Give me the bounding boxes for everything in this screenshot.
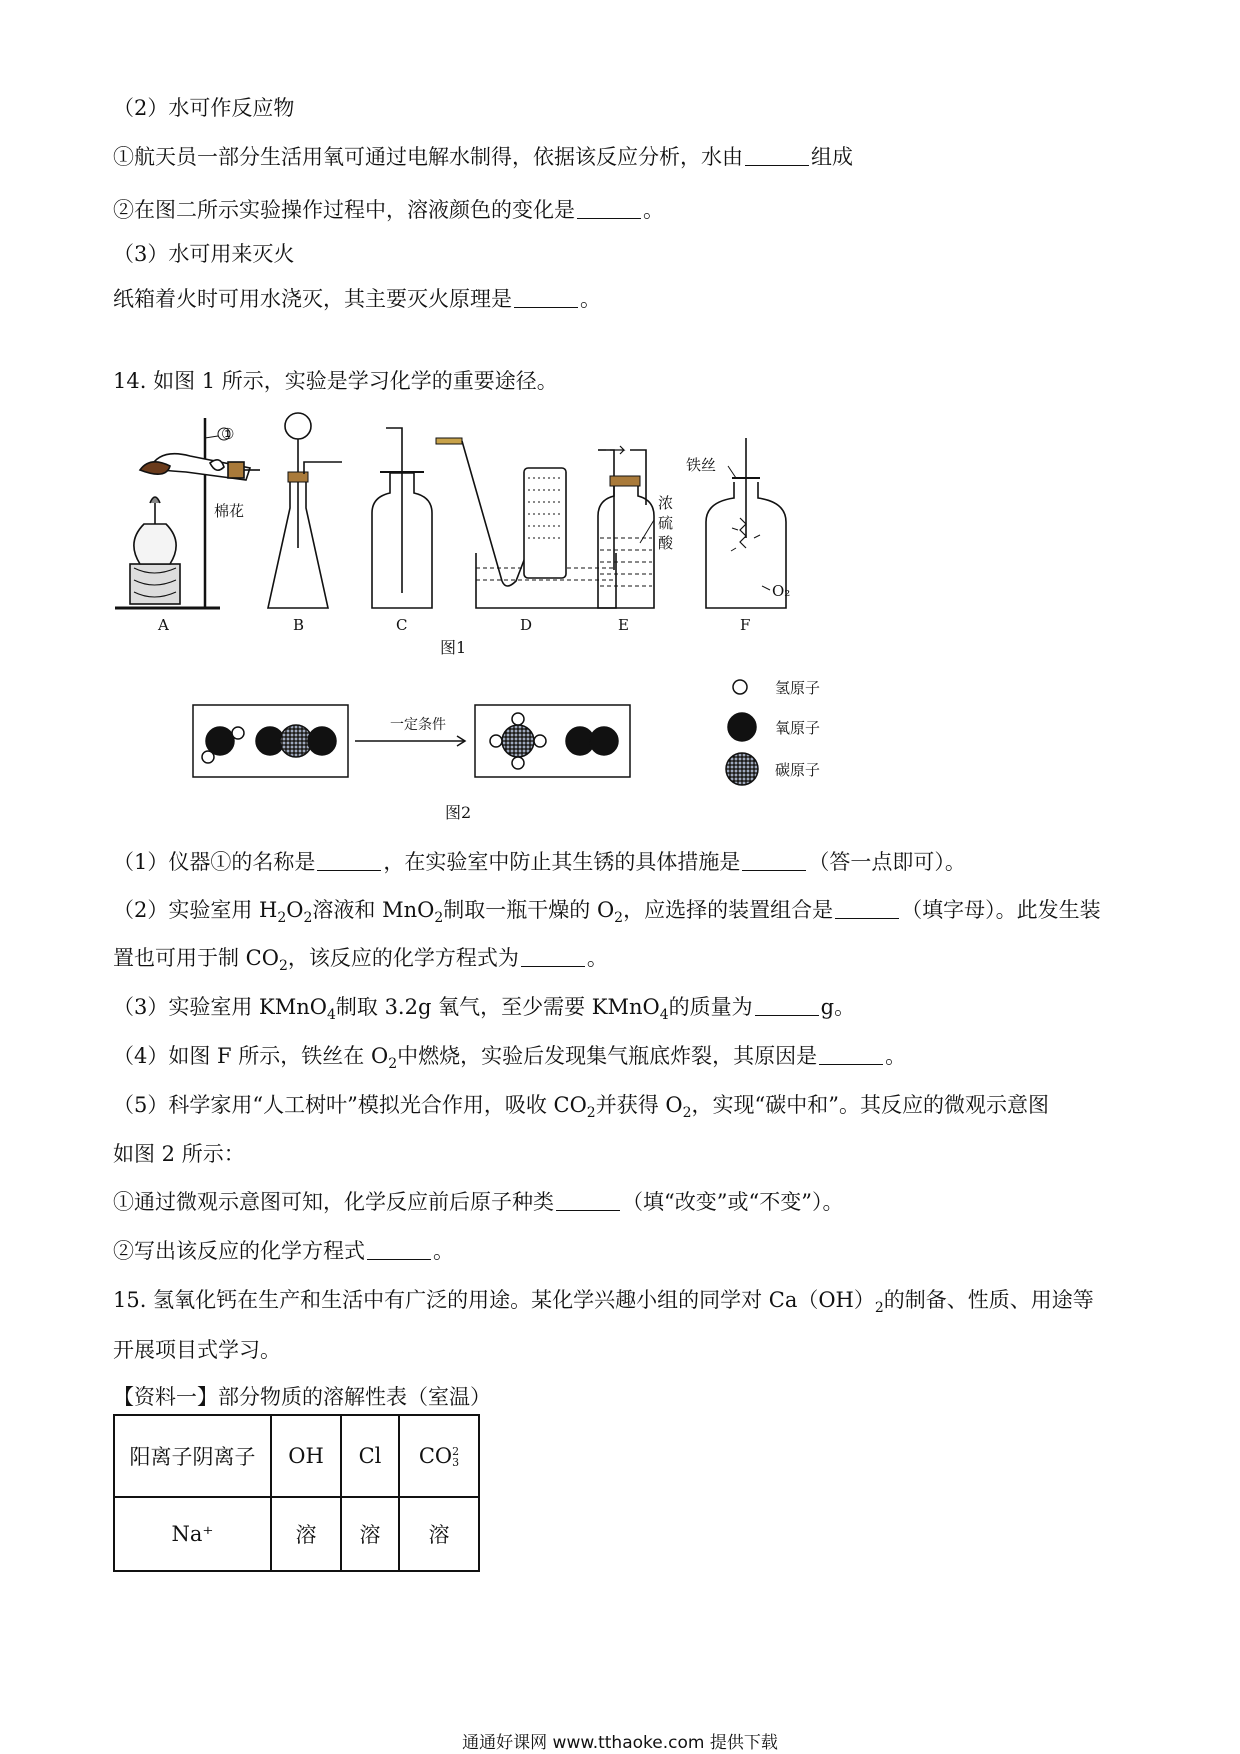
table-cell: 阳离子阴离子 xyxy=(114,1415,271,1497)
line-text: （3）水可用来灭火 xyxy=(113,242,295,266)
figure-2-reaction xyxy=(190,665,860,820)
q14-part-4 xyxy=(113,1041,906,1079)
q14-part-1 xyxy=(113,847,966,877)
co3-superscript: 2 xyxy=(452,1445,460,1459)
label-circle-one: ① xyxy=(221,425,235,443)
hydrogen-atom xyxy=(512,757,524,769)
q14-part-3 xyxy=(113,992,855,1030)
line-text: 的制备、性质、用途等 xyxy=(883,1288,1094,1312)
label-d: D xyxy=(520,616,533,634)
line-text: （2）水可作反应物 xyxy=(113,96,295,120)
co-text: CO xyxy=(418,1443,453,1468)
oxygen-atom xyxy=(590,727,618,755)
legend-carbon xyxy=(726,753,758,785)
q14-part-7 xyxy=(113,1236,454,1266)
label-acid-1: 浓 xyxy=(658,494,674,512)
hydrogen-atom xyxy=(490,735,502,747)
line-text: 组成 xyxy=(811,145,853,169)
q14-part-2-cont xyxy=(113,943,608,981)
text-line xyxy=(113,93,294,123)
line-text: g。 xyxy=(820,995,856,1019)
apparatus-a xyxy=(115,418,260,634)
line-text: 纸箱着火时可用水浇灭，其主要灭火原理是 xyxy=(113,287,512,311)
table-cell: Cl xyxy=(341,1415,399,1497)
subscript: 2 xyxy=(303,910,313,927)
line-text: 制取一瓶干燥的 O xyxy=(443,898,615,922)
reaction-condition: 一定条件 xyxy=(390,717,446,733)
line-text: ①航天员一部分生活用氧可通过电解水制得，依据该反应分析，水由 xyxy=(113,145,743,169)
subscript: 4 xyxy=(326,1007,336,1024)
info-title xyxy=(113,1382,491,1412)
line-text: ②在图二所示实验操作过程中，溶液颜色的变化是 xyxy=(113,198,575,222)
line-text: （答一点即可）。 xyxy=(808,850,966,874)
apparatus-e xyxy=(598,446,674,634)
subscript: 2 xyxy=(682,1105,692,1122)
subscript: 2 xyxy=(278,958,288,975)
table-cell: 溶 xyxy=(399,1497,479,1571)
answer-blank[interactable] xyxy=(835,898,899,919)
line-text: 并获得 O xyxy=(595,1093,683,1117)
label-cotton: 棉花 xyxy=(214,502,245,520)
line-text: ，在实验室中防止其生锈的具体措施是 xyxy=(383,850,741,874)
line-text: O xyxy=(286,898,304,922)
table-cell: OH xyxy=(271,1415,341,1497)
line-text: 置也可用于制 CO xyxy=(113,946,279,970)
oxygen-atom xyxy=(308,727,336,755)
q14-part-2 xyxy=(113,895,1101,933)
legend-oxygen xyxy=(728,713,756,741)
page-footer: 通通好课网 www.tthaoke.com 提供下载 xyxy=(462,1733,778,1753)
table-cell: 溶 xyxy=(271,1497,341,1571)
apparatus-f xyxy=(686,438,790,634)
carbon-atom xyxy=(502,725,534,757)
line-text: （4）如图 F 所示，铁丝在 O xyxy=(113,1044,389,1068)
question-15-cont xyxy=(113,1335,281,1365)
subscript: 2 xyxy=(388,1056,398,1073)
line-text: （2）实验室用 H xyxy=(113,898,278,922)
answer-blank[interactable] xyxy=(514,287,578,308)
table-cell-co3 xyxy=(399,1415,479,1497)
line-text: 【资料一】部分物质的溶解性表（室温） xyxy=(113,1385,491,1409)
answer-blank[interactable] xyxy=(367,1239,431,1260)
co3-subscript: 3 xyxy=(452,1456,460,1470)
line-text: （填“改变”或“不变”）。 xyxy=(622,1190,844,1214)
line-text: 14. 如图 1 所示，实验是学习化学的重要途径。 xyxy=(113,369,558,393)
line-text: 15. 氢氧化钙在生产和生活中有广泛的用途。某化学兴趣小组的同学对 Ca（OH） xyxy=(113,1288,875,1312)
apparatus-b xyxy=(268,413,342,634)
subscript: 2 xyxy=(614,910,624,927)
answer-blank[interactable] xyxy=(521,946,585,967)
label-c: C xyxy=(396,616,408,634)
line-text: 如图 2 所示： xyxy=(113,1142,245,1166)
apparatus-d xyxy=(436,438,616,634)
label-f: F xyxy=(740,616,751,634)
line-text: 的质量为 xyxy=(668,995,753,1019)
hydrogen-atom xyxy=(534,735,546,747)
line-text: （5）科学家用“人工树叶”模拟光合作用，吸收 CO xyxy=(113,1093,587,1117)
table-row xyxy=(114,1497,479,1571)
subscript: 4 xyxy=(659,1007,669,1024)
label-iron-wire: 铁丝 xyxy=(686,456,717,474)
line-text: ②写出该反应的化学方程式 xyxy=(113,1239,365,1263)
hydrogen-atom xyxy=(512,713,524,725)
legend-label-carbon: 碳原子 xyxy=(775,761,821,779)
answer-blank[interactable] xyxy=(745,145,809,166)
label-o2: O₂ xyxy=(772,582,791,600)
line-text: （1）仪器①的名称是 xyxy=(113,850,316,874)
answer-blank[interactable] xyxy=(819,1044,883,1065)
line-text: ，应选择的装置组合是 xyxy=(623,898,834,922)
carbon-atom xyxy=(280,725,312,757)
text-line xyxy=(113,239,294,269)
label-e: E xyxy=(618,616,629,634)
line-text: 溶液和 MnO xyxy=(312,898,435,922)
answer-blank[interactable] xyxy=(755,995,819,1016)
label-b: B xyxy=(293,616,305,634)
line-text: （3）实验室用 KMnO xyxy=(113,995,327,1019)
hydrogen-atom xyxy=(232,727,244,739)
line-text: （填字母）。此发生装 xyxy=(901,898,1101,922)
line-text: ①通过微观示意图可知，化学反应前后原子种类 xyxy=(113,1190,554,1214)
line-text: ，实现“碳中和”。其反应的微观示意图 xyxy=(691,1093,1050,1117)
answer-blank[interactable] xyxy=(317,850,381,871)
table-cell: 溶 xyxy=(341,1497,399,1571)
hydrogen-atom xyxy=(202,751,214,763)
label-acid-2: 硫 xyxy=(658,514,674,532)
figure-1-apparatus xyxy=(110,408,890,657)
line-text: 。 xyxy=(433,1239,454,1263)
text-line xyxy=(113,195,664,225)
table-row xyxy=(114,1415,479,1497)
table-cell: Na⁺ xyxy=(114,1497,271,1571)
solubility-table xyxy=(113,1414,480,1572)
q14-part-5 xyxy=(113,1090,1049,1128)
answer-blank[interactable] xyxy=(577,198,641,219)
line-text: 。 xyxy=(643,198,664,222)
q14-part-5-cont xyxy=(113,1139,245,1169)
figure-2-caption: 图2 xyxy=(445,803,472,822)
subscript: 2 xyxy=(277,910,287,927)
text-line xyxy=(113,142,853,172)
q14-part-6 xyxy=(113,1187,843,1217)
question-15 xyxy=(113,1285,1094,1323)
subscript: 2 xyxy=(586,1105,596,1122)
subscript: 2 xyxy=(874,1300,884,1317)
legend-label-hydrogen: 氢原子 xyxy=(775,679,821,697)
line-text: 制取 3.2g 氧气，至少需要 KMnO xyxy=(335,995,660,1019)
label-a: A xyxy=(158,616,169,634)
line-text: 。 xyxy=(586,946,608,970)
line-text: 中燃烧，实验后发现集气瓶底炸裂，其原因是 xyxy=(397,1044,818,1068)
figure-1-caption: 图1 xyxy=(440,638,467,657)
line-text: 。 xyxy=(580,287,601,311)
legend-label-oxygen: 氧原子 xyxy=(775,719,821,737)
answer-blank[interactable] xyxy=(556,1190,620,1211)
legend-hydrogen xyxy=(733,680,747,694)
answer-blank[interactable] xyxy=(742,850,806,871)
label-acid-3: 酸 xyxy=(658,534,674,552)
line-text: ，该反应的化学方程式为 xyxy=(287,946,519,970)
question-14 xyxy=(113,366,558,396)
subscript: 2 xyxy=(434,910,444,927)
line-text: 开展项目式学习。 xyxy=(113,1338,281,1362)
apparatus-c xyxy=(372,428,432,634)
text-line xyxy=(113,284,601,314)
line-text: 。 xyxy=(885,1044,907,1068)
